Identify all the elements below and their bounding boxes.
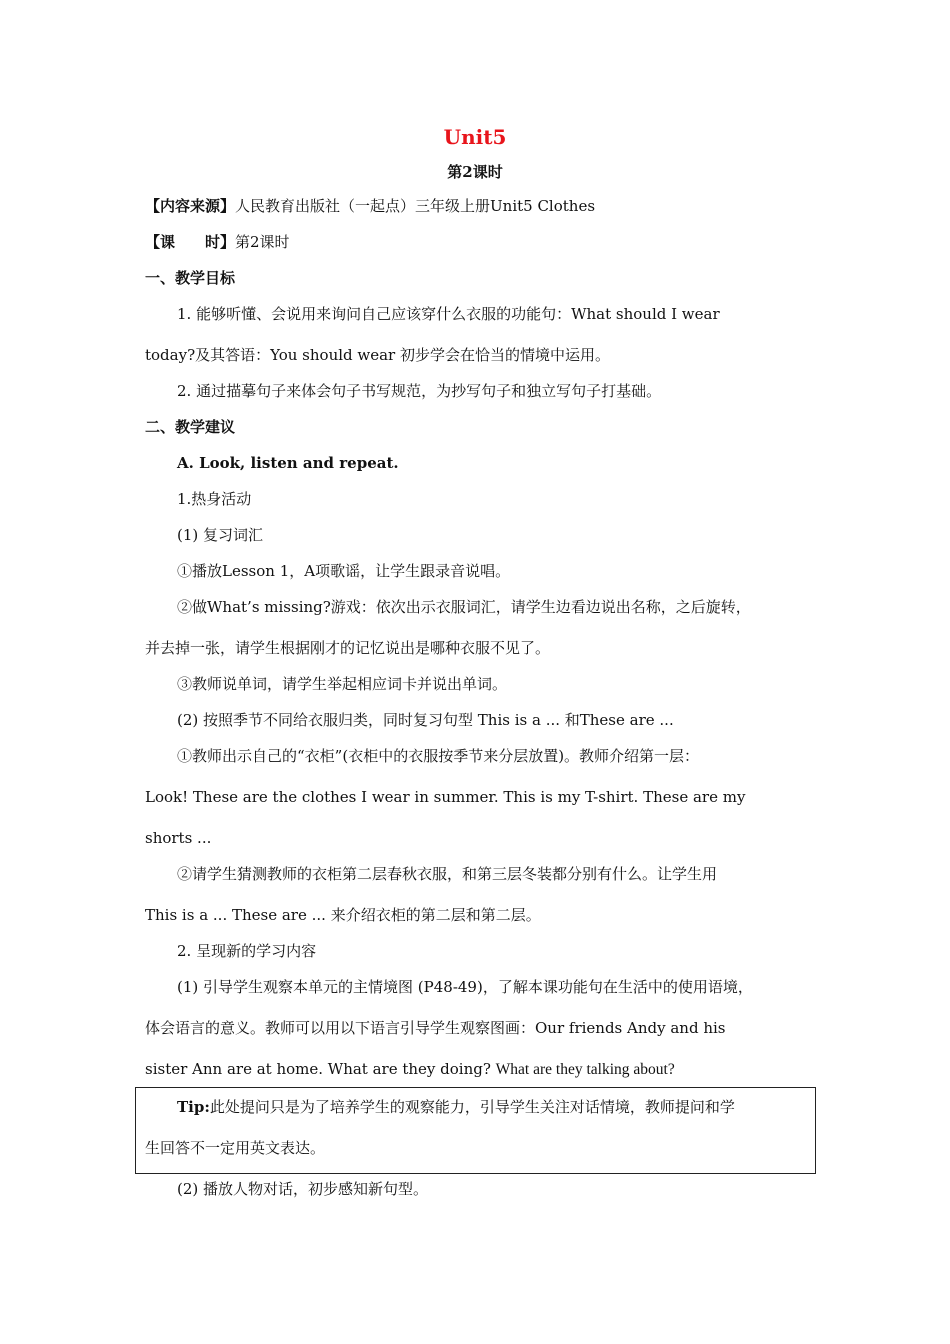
period-text: 第2课时: [235, 233, 290, 251]
doc-title: Unit5: [443, 125, 507, 149]
goal-1-line-2: today?及其答语：You should wear 初步学会在恰当的情境中运用。: [145, 346, 610, 364]
closet-1-line-2: Look! These are the clothes I wear in summer. This is my T-shirt. These are my: [145, 788, 746, 806]
source-line: [145, 196, 595, 216]
warmup-heading: 1.热身活动: [177, 490, 252, 508]
closet-2-line-1: ②请学生猜测教师的衣柜第二层春秋衣服，和第三层冬装都分别有什么。让学生用: [177, 865, 718, 883]
goal-2: 2. 通过描摹句子来体会句子书写规范，为抄写句子和独立写句子打基础。: [177, 382, 662, 400]
season-sort: (2) 按照季节不同给衣服归类，同时复习句型 This is a ... 和These are ...: [177, 711, 674, 729]
step-1: ①播放Lesson 1，A项歌谣，让学生跟录音说唱。: [177, 562, 511, 580]
closet-1-line-3: shorts ...: [145, 829, 212, 847]
closet-2-line-2: This is a ... These are ... 来介绍衣柜的第二层和第二层。: [145, 906, 541, 924]
closet-1-line-1: ①教师出示自己的“衣柜”(衣柜中的衣服按季节来分层放置)。教师介绍第一层：: [177, 747, 700, 765]
tip-label: Tip:: [177, 1098, 210, 1116]
step-2-line-1: ②做What’s missing?游戏：依次出示衣服词汇，请学生边看边说出名称，之后旋转，: [177, 598, 751, 616]
doc-subtitle: 第2课时: [447, 163, 503, 181]
goal-1-line-1: 1. 能够听懂、会说用来询问自己应该穿什么衣服的功能句：What should I wear: [177, 305, 720, 323]
tip-line-1: [177, 1097, 735, 1117]
present-heading: 2. 呈现新的学习内容: [177, 942, 317, 960]
step-2-line-2: 并去掉一张，请学生根据刚才的记忆说出是哪种衣服不见了。: [145, 639, 551, 657]
part-a-heading: A. Look, listen and repeat.: [177, 454, 399, 472]
observe-line-3: [145, 1059, 675, 1080]
tip-line-2: 生回答不一定用英文表达。: [145, 1139, 326, 1157]
section-heading-goals: 一、教学目标: [145, 269, 236, 287]
observe-line-1: (1) 引导学生观察本单元的主情境图 (P48-49)，了解本课功能句在生活中的使用语境，: [177, 978, 753, 996]
source-label: 【内容来源】: [145, 197, 236, 215]
period-label: 【课 时】: [145, 233, 236, 251]
observe-line-3-b: What are they talking about?: [495, 1061, 675, 1078]
step-3: ③教师说单词，请学生举起相应词卡并说出单词。: [177, 675, 508, 693]
source-text: 人民教育出版社（一起点）三年级上册Unit5 Clothes: [235, 197, 596, 215]
section-heading-suggestions: 二、教学建议: [145, 418, 236, 436]
review-vocab: (1) 复习词汇: [177, 526, 264, 544]
play-dialogue: (2) 播放人物对话，初步感知新句型。: [177, 1180, 429, 1198]
period-line: [145, 232, 290, 252]
observe-line-3-a: sister Ann are at home. What are they doing?: [145, 1060, 496, 1078]
tip-text-1: 此处提问只是为了培养学生的观察能力，引导学生关注对话情境，教师提问和学: [209, 1098, 735, 1116]
observe-line-2: 体会语言的意义。教师可以用以下语言引导学生观察图画：Our friends Andy and his: [145, 1019, 726, 1037]
